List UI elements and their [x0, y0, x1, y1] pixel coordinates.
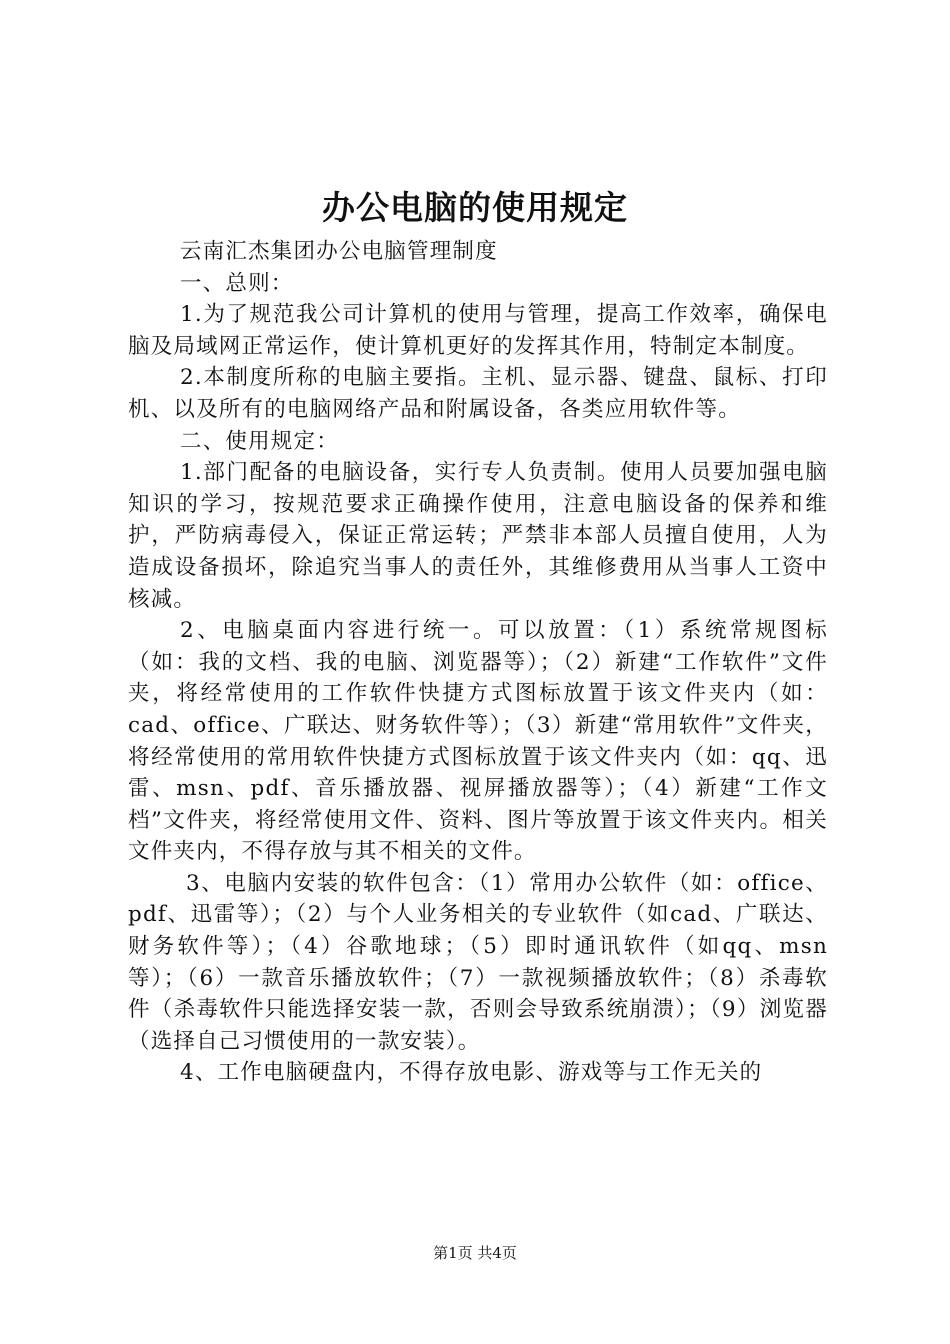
paragraph-usage-3: 3、电脑内安装的软件包含：（1）常用办公软件（如：office、pdf、迅雷等）；（2）与个人业务相关的专业软件（如cad、广联达、财务软件等）；（4）谷歌地球；（5）即时通讯软件（如qq、msn等）；（6）一款音乐播放软件；（7）一款视频播放软件；（8）杀毒软件（杀毒软件只能选择安装一款，否则会导致系统崩溃）；（9）浏览器（选择自己习惯使用的一款安装）。 [128, 870, 828, 1054]
paragraph-usage-1: 1.部门配备的电脑设备，实行专人负责制。使用人员要加强电脑知识的学习，按规范要求正确操作使用，注意电脑设备的保养和维护，严防病毒侵入，保证正常运转；严禁非本部人员擅自使用，人为造成设备损坏，除追究当事人的责任外，其维修费用从当事人工资中核减。 [128, 460, 828, 612]
paragraph-usage-2: 2、电脑桌面内容进行统一。可以放置：（1）系统常规图标（如：我的文档、我的电脑、浏览器等）；（2）新建“工作软件”文件夹，将经常使用的工作软件快捷方式图标放置于该文件夹内（如：cad、office、广联达、财务软件等）；（3）新建“常用软件”文件夹，将经常使用的常用软件快捷方式图标放置于该文件夹内（如：qq、迅雷、msn、pdf、音乐播放器、视屏播放器等）；（4）新建“工作文档”文件夹，将经常使用文件、资料、图片等放置于该文件夹内。相关文件夹内，不得存放与其不相关的文件。 [128, 618, 828, 865]
paragraph-general-1: 1.为了规范我公司计算机的使用与管理，提高工作效率，确保电脑及局域网正常运作，使计算机更好的发挥其作用，特制定本制度。 [128, 302, 828, 359]
paragraph-usage-4: 4、工作电脑硬盘内，不得存放电影、游戏等与工作无关的 [180, 1060, 763, 1086]
page-footer: 第1页 共4页 [433, 1244, 517, 1262]
document-body [128, 236, 828, 1089]
document-title: 办公电脑的使用规定 [322, 188, 628, 227]
paragraph-general-2: 2.本制度所称的电脑主要指。主机、显示器、键盘、鼠标、打印机、以及所有的电脑网络产品和附属设备，各类应用软件等。 [128, 365, 828, 422]
paragraph-company-heading: 云南汇杰集团办公电脑管理制度 [180, 239, 498, 264]
section-heading-usage: 二、使用规定： [180, 428, 339, 454]
section-heading-general: 一、总则： [180, 270, 294, 296]
